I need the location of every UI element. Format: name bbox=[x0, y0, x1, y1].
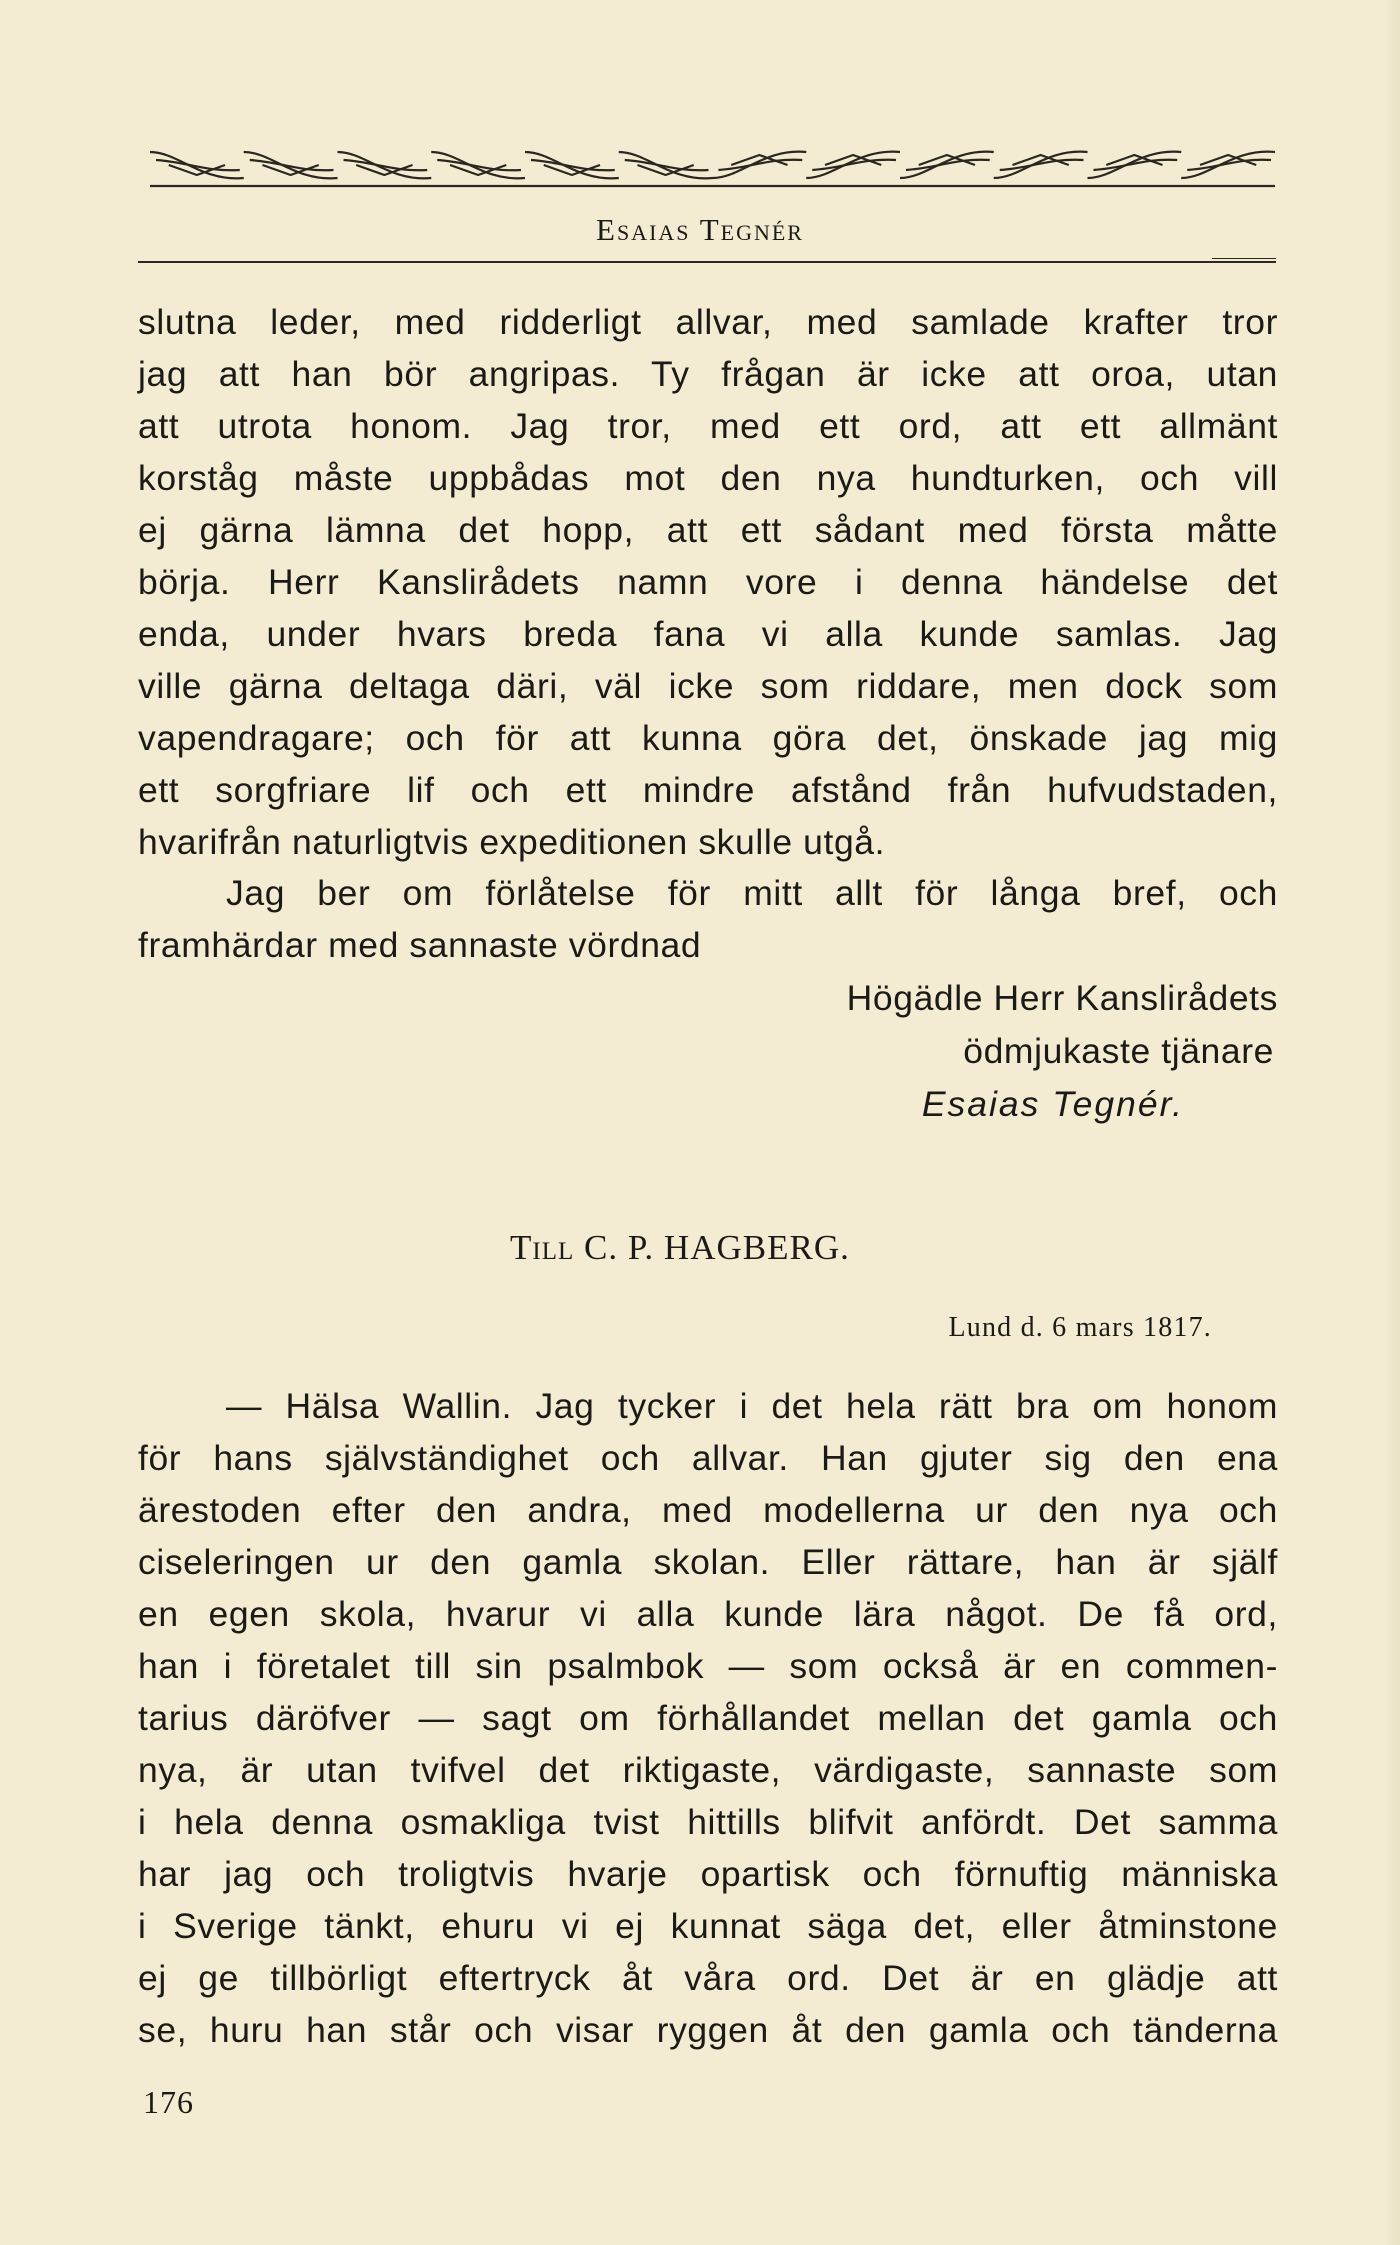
text-line: ärestoden efter den andra, med modellerna ur den nya och bbox=[138, 1490, 1278, 1530]
text-line: börja. Herr Kanslirådets namn vore i denna händelse det bbox=[138, 562, 1278, 602]
heading-recipient: C. P. HAGBERG. bbox=[584, 1228, 850, 1267]
page-edge bbox=[1382, 0, 1400, 2245]
header-rule-accent bbox=[1212, 258, 1276, 259]
text-line: har jag och troligtvis hvarje opartisk och förnuftig människa bbox=[138, 1854, 1278, 1894]
text-line: i hela denna osmakliga tvist hittills blifvit anfördt. Det samma bbox=[138, 1802, 1278, 1842]
letter-heading bbox=[510, 1228, 850, 1268]
running-head: Esaias Tegnér bbox=[596, 212, 804, 247]
text-line: ett sorgfriare lif och ett mindre afstånd från hufvudstaden, bbox=[138, 770, 1278, 810]
text-line: se, huru han står och visar ryggen åt den gamla och tänderna bbox=[138, 2010, 1278, 2050]
closing-servant: ödmjukaste tjänare bbox=[963, 1031, 1274, 1071]
text-line: i Sverige tänkt, ehuru vi ej kunnat säga det, eller åtminstone bbox=[138, 1906, 1278, 1946]
text-line: vapendragare; och för att kunna göra det, önskade jag mig bbox=[138, 718, 1278, 758]
text-line: för hans självständighet och allvar. Han gjuter sig den ena bbox=[138, 1438, 1278, 1478]
interlace-ornament-icon bbox=[150, 140, 1275, 190]
text-line: — Hälsa Wallin. Jag tycker i det hela rätt bra om honom bbox=[226, 1386, 1278, 1426]
paragraph-3 bbox=[138, 1380, 1278, 2056]
text-line: han i företalet till sin psalmbok — som också är en commen- bbox=[138, 1646, 1278, 1686]
text-line: framhärdar med sannaste vördnad bbox=[138, 925, 702, 965]
text-line: nya, är utan tvifvel det riktigaste, värdigaste, sannaste som bbox=[138, 1750, 1278, 1790]
text-line: slutna leder, med ridderligt allvar, med samlade krafter tror bbox=[138, 302, 1278, 342]
letter-closing bbox=[138, 972, 1278, 1142]
signature: Esaias Tegnér. bbox=[921, 1084, 1184, 1124]
paragraph-1 bbox=[138, 296, 1278, 868]
text-line: tarius däröfver — sagt om förhållandet mellan det gamla och bbox=[138, 1698, 1278, 1738]
text-line: enda, under hvars breda fana vi alla kunde samlas. Jag bbox=[138, 614, 1278, 654]
text-line: ej ge tillbörligt eftertryck åt våra ord. Det är en glädje att bbox=[138, 1958, 1278, 1998]
text-line: ciseleringen ur den gamla skolan. Eller rättare, han är själf bbox=[138, 1542, 1278, 1582]
heading-prefix: Till bbox=[510, 1228, 575, 1267]
text-line: ville gärna deltaga däri, väl icke som riddare, men dock som bbox=[138, 666, 1278, 706]
dateline: Lund d. 6 mars 1817. bbox=[948, 1312, 1212, 1343]
text-line: att utrota honom. Jag tror, med ett ord, att ett allmänt bbox=[138, 406, 1278, 446]
closing-salutation: Högädle Herr Kanslirådets bbox=[846, 978, 1278, 1018]
text-line: jag att han bör angripas. Ty frågan är icke att oroa, utan bbox=[138, 354, 1278, 394]
paragraph-2 bbox=[138, 867, 1278, 971]
header-rule bbox=[138, 261, 1276, 263]
page-number: 176 bbox=[143, 2084, 194, 2120]
text-line: en egen skola, hvarur vi alla kunde lära något. De få ord, bbox=[138, 1594, 1278, 1634]
text-line: korståg måste uppbådas mot den nya hundturken, och vill bbox=[138, 458, 1278, 498]
text-line: hvarifrån naturligtvis expeditionen skulle utgå. bbox=[138, 822, 886, 862]
text-line: Jag ber om förlåtelse för mitt allt för långa bref, och bbox=[226, 873, 1278, 913]
text-line: ej gärna lämna det hopp, att ett sådant med första måtte bbox=[138, 510, 1278, 550]
